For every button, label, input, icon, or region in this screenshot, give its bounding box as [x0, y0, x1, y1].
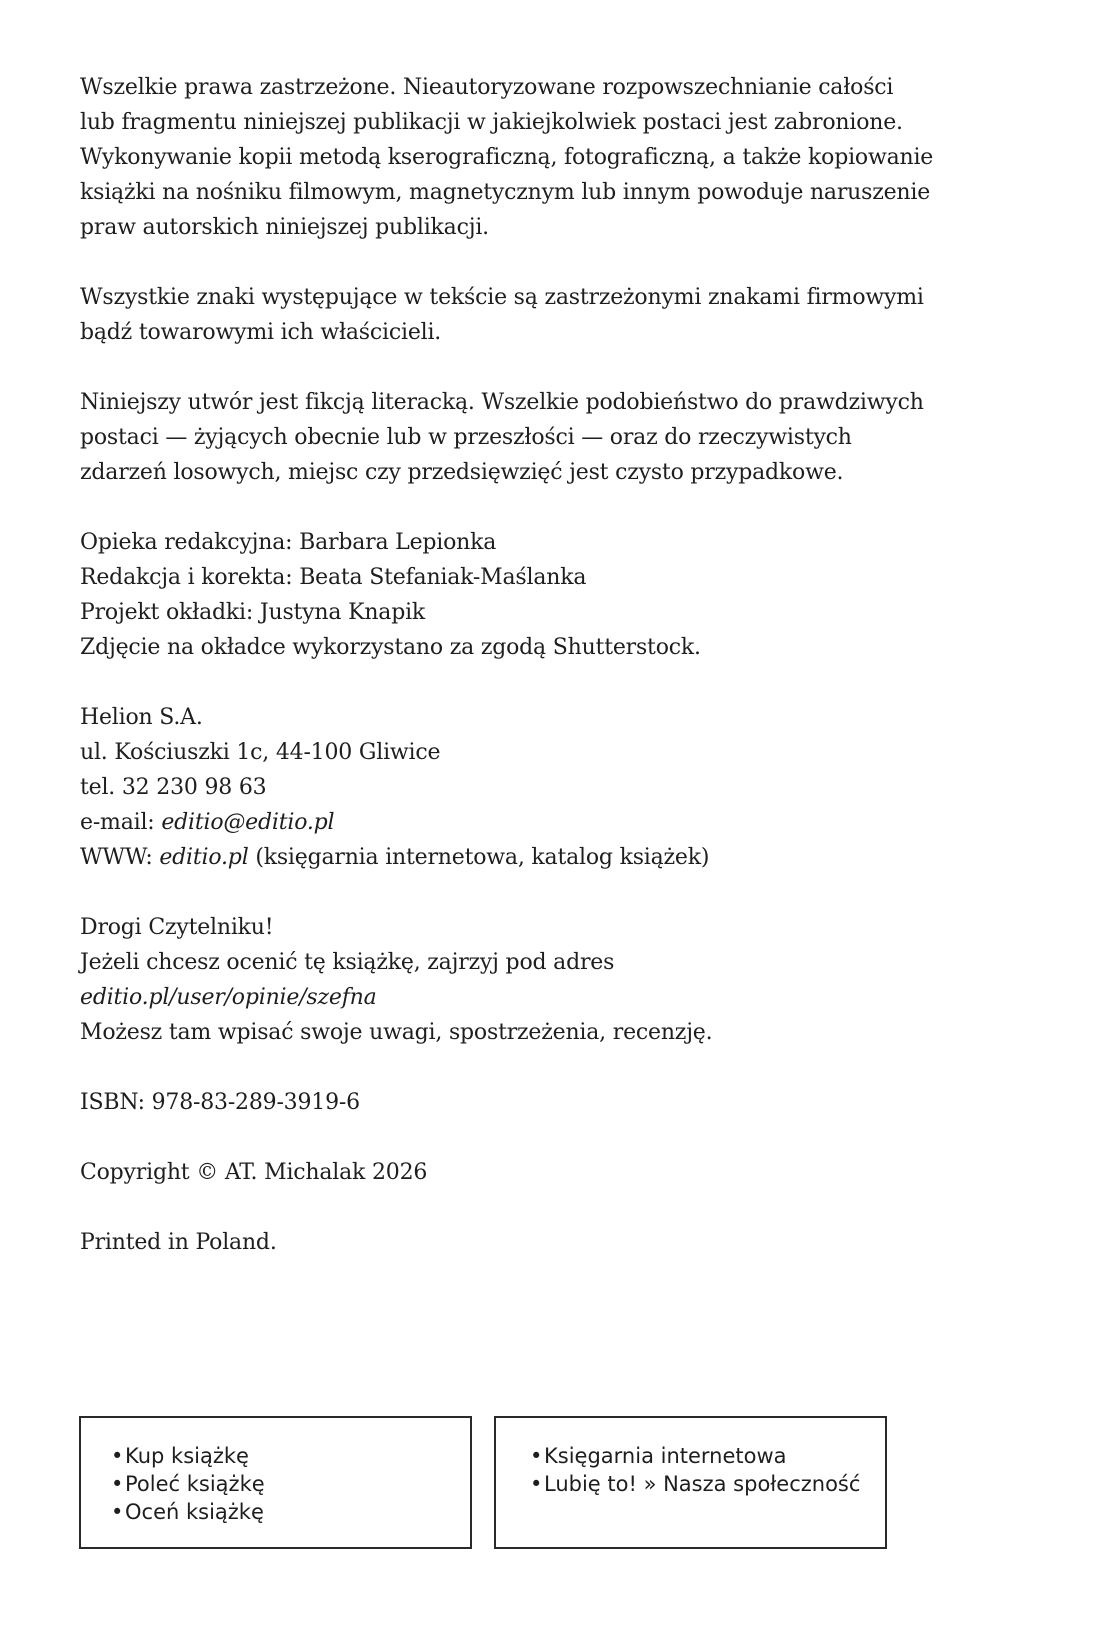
editor-credit: Opieka redakcyjna: Barbara Lepionka — [80, 530, 497, 555]
copyright-notice: Copyright © AT. Michalak 2026 — [80, 1160, 428, 1185]
text-line: bądź towarowymi ich właścicieli. — [80, 320, 442, 345]
printed-paragraph — [80, 1225, 1040, 1260]
link-label: Poleć książkę — [125, 1472, 265, 1496]
fiction-disclaimer-paragraph — [80, 385, 1040, 490]
text-line: Wykonywanie kopii metodą kserograficzną, fotograficzną, a także kopiowanie — [80, 145, 934, 170]
reader-greeting: Drogi Czytelniku! — [80, 915, 274, 940]
text-line: książki na nośniku filmowym, magnetycznym lub innym powoduje naruszenie — [80, 180, 931, 205]
cover-design-credit: Projekt okładki: Justyna Knapik — [80, 600, 426, 625]
proofreading-credit: Redakcja i korekta: Beata Stefaniak-Maślanka — [80, 565, 587, 590]
email-label: e-mail: — [80, 810, 162, 835]
trademarks-paragraph — [80, 280, 1040, 350]
cover-photo-credit: Zdjęcie na okładce wykorzystano za zgodą Shutterstock. — [80, 635, 701, 660]
text-line: lub fragmentu niniejszej publikacji w jakiejkolwiek postaci jest zabronione. — [80, 110, 903, 135]
www-label: WWW: — [80, 845, 160, 870]
buy-book-link[interactable] — [111, 1442, 470, 1470]
copyright-page-text — [80, 70, 1040, 1260]
link-label: Kup książkę — [125, 1444, 249, 1468]
email-link[interactable]: editio@editio.pl — [161, 810, 335, 835]
publisher-phone: tel. 32 230 98 63 — [80, 775, 267, 800]
copyright-paragraph — [80, 1155, 1040, 1190]
text-line: zdarzeń losowych, miejsc czy przedsięwzięć jest czysto przypadkowe. — [80, 460, 844, 485]
link-label: Lubię to! » Nasza społeczność — [544, 1472, 861, 1496]
bullet-icon: • — [111, 1472, 124, 1496]
recommend-book-link[interactable] — [111, 1470, 470, 1498]
publisher-info — [80, 700, 1040, 875]
text-line: Wszelkie prawa zastrzeżone. Nieautoryzowane rozpowszechnianie całości — [80, 75, 894, 100]
credits-paragraph — [80, 525, 1040, 665]
isbn: ISBN: 978-83-289-3919-6 — [80, 1090, 360, 1115]
www-link[interactable]: editio.pl — [159, 845, 249, 870]
printed-in: Printed in Poland. — [80, 1230, 277, 1255]
reader-rating-note: Możesz tam wpisać swoje uwagi, spostrzeżenia, recenzję. — [80, 1020, 713, 1045]
bullet-icon: • — [111, 1444, 124, 1468]
rating-url-link[interactable]: editio.pl/user/opinie/szefna — [80, 985, 377, 1010]
community-links-box — [494, 1416, 887, 1549]
www-note: (księgarnia internetowa, katalog książek) — [248, 845, 710, 870]
reader-note — [80, 910, 1040, 1050]
text-line: postaci — żyjących obecnie lub w przeszłości — oraz do rzeczywistych — [80, 425, 852, 450]
publisher-name: Helion S.A. — [80, 705, 203, 730]
publisher-address: ul. Kościuszki 1c, 44-100 Gliwice — [80, 740, 441, 765]
link-label: Księgarnia internetowa — [544, 1444, 787, 1468]
text-line: Wszystkie znaki występujące w tekście są zastrzeżonymi znakami firmowymi — [80, 285, 924, 310]
isbn-paragraph — [80, 1085, 1040, 1120]
publisher-www-line — [80, 840, 1040, 875]
reader-rating-invite: Jeżeli chcesz ocenić tę książkę, zajrzyj pod adres — [80, 950, 615, 975]
bullet-icon: • — [530, 1472, 543, 1496]
text-line: praw autorskich niniejszej publikacji. — [80, 215, 489, 240]
community-link[interactable] — [530, 1470, 885, 1498]
online-bookstore-link[interactable] — [530, 1442, 885, 1470]
bullet-icon: • — [530, 1444, 543, 1468]
rate-book-link[interactable] — [111, 1498, 470, 1526]
rights-paragraph — [80, 70, 1040, 245]
book-actions-box — [79, 1416, 472, 1549]
bullet-icon: • — [111, 1500, 124, 1524]
text-line: Niniejszy utwór jest fikcją literacką. Wszelkie podobieństwo do prawdziwych — [80, 390, 924, 415]
link-label: Oceń książkę — [125, 1500, 264, 1524]
publisher-email-line — [80, 805, 1040, 840]
